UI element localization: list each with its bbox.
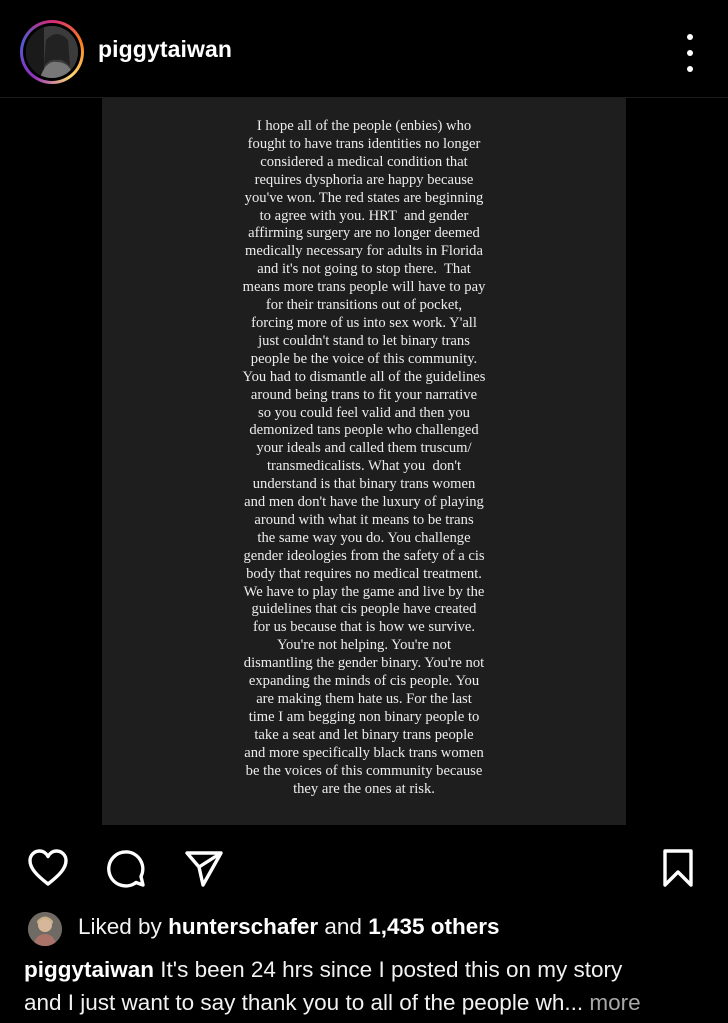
caption-username[interactable]: piggytaiwan bbox=[24, 957, 155, 982]
caption bbox=[24, 953, 714, 1019]
heart-outline-icon[interactable] bbox=[26, 846, 70, 890]
bookmark-outline-icon[interactable] bbox=[656, 846, 700, 890]
post-header bbox=[0, 0, 728, 98]
others-count[interactable]: 1,435 others bbox=[368, 914, 500, 939]
story-avatar[interactable] bbox=[20, 20, 84, 84]
liker-photo bbox=[28, 912, 62, 946]
action-bar bbox=[0, 838, 728, 898]
likes-text[interactable] bbox=[78, 914, 500, 940]
caption-text-2: and I just want to say thank you to all of the people wh bbox=[24, 990, 565, 1015]
story-text: I hope all of the people (enbies) who fought to have trans identities no longer considered a medical condition that requires dysphoria are happy because you've won. The red states are beginning to agree with you. HRT and gender affirming surgery are no longer deemed medically necessary for adults in Florida and it's not going to stop there. That means more trans people will have to pay for their transitions out of pocket, forcing more of us into sex work. Y'all just couldn't stand to let binary trans people be the voice of this community. You had to dismantle all of the guidelines around being trans to fit your narrative so you could feel valid and then you demonized tans people who challenged your ideals and called them truscum/ transmedicalists. What you don't understand is that binary trans women and men don't have the luxury of playing around with what it means to be trans the same way you do. You challenge gender ideologies from the safety of a cis body that requires no medical treatment. We have to play the game and live by the guidelines that cis people have created for us because that is how we survive. You're not helping. You're not dismantling the gender binary. You're not expanding the minds of cis people. You are making them hate us. For the last time I am begging non binary people to take a seat and let binary trans people and more specifically black trans women be the voices of this community because they are the ones at risk. bbox=[242, 118, 486, 797]
comment-bubble-icon[interactable] bbox=[104, 846, 148, 890]
likes-summary bbox=[0, 906, 728, 948]
post-image[interactable] bbox=[0, 98, 728, 825]
caption-text-1: It's been 24 hrs since I posted this on my story bbox=[160, 957, 623, 982]
liker-username[interactable]: hunterschafer bbox=[168, 914, 319, 939]
more-options-icon[interactable] bbox=[676, 34, 704, 72]
caption-ellipsis: ... bbox=[564, 990, 584, 1015]
liker-avatar[interactable] bbox=[28, 912, 62, 946]
caption-line-2 bbox=[24, 986, 714, 1019]
more-link[interactable]: more bbox=[589, 990, 641, 1015]
caption-line-1 bbox=[24, 953, 714, 986]
avatar-photo bbox=[26, 26, 78, 78]
story-screenshot bbox=[102, 98, 626, 825]
liked-by-label: Liked by bbox=[78, 914, 162, 939]
and-label: and bbox=[324, 914, 362, 939]
username[interactable]: piggytaiwan bbox=[98, 36, 233, 62]
paper-plane-icon[interactable] bbox=[182, 846, 226, 890]
avatar bbox=[26, 26, 78, 78]
